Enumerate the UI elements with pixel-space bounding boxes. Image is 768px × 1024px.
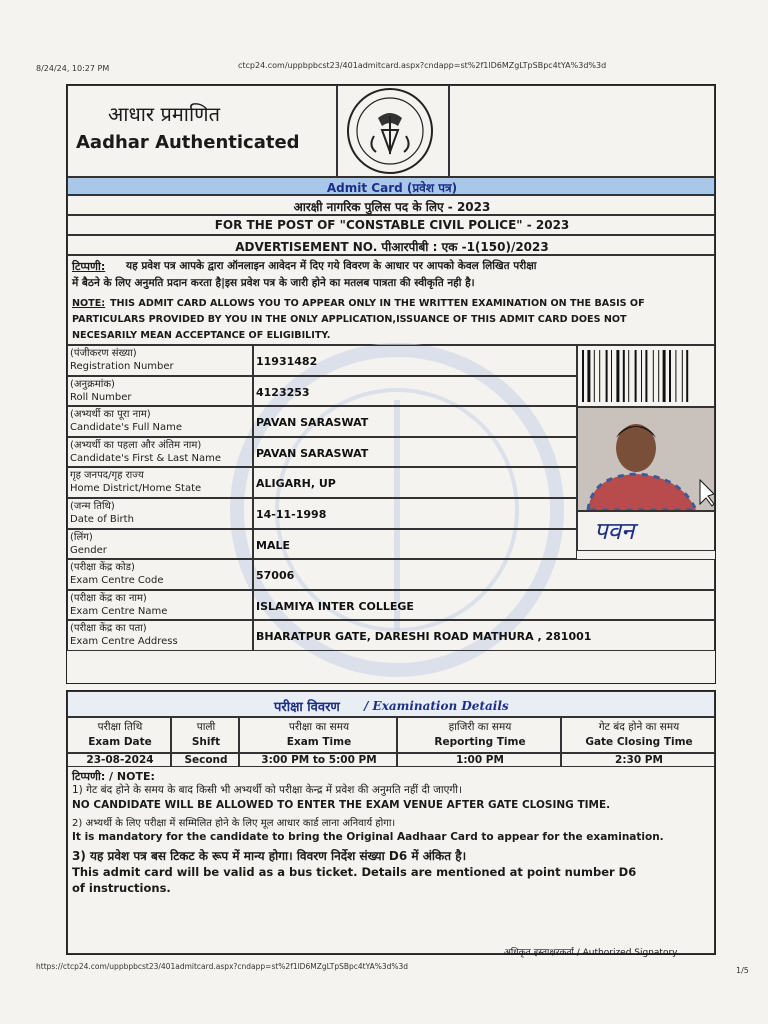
page-number: 1/5 bbox=[736, 966, 749, 975]
post-english: FOR THE POST OF "CONSTABLE CIVIL POLICE" - 2023 bbox=[214, 218, 570, 232]
field-label-en: Date of Birth bbox=[70, 514, 134, 525]
exam-notes bbox=[67, 767, 715, 958]
exam-note-label: टिप्पणी: / NOTE: bbox=[72, 770, 155, 783]
field-label-cell bbox=[67, 559, 253, 590]
note-en-line-3: NECESARILY MEAN ACCEPTANCE OF ELIGIBILITY. bbox=[72, 330, 331, 341]
field-value-cell bbox=[253, 590, 715, 621]
exam-col-value-cell bbox=[67, 753, 171, 767]
exam-col-en: Gate Closing Time bbox=[585, 736, 693, 748]
note-hi-label: टिप्पणी: bbox=[72, 260, 106, 273]
print-url: ctcp24.com/uppbpbcst23/401admitcard.aspx?cndapp=st%2f1lD6MZgLTpSBpc4tYA%3d%3d bbox=[238, 61, 607, 70]
exam-col-header bbox=[561, 717, 715, 753]
exam-col-value: 23-08-2024 bbox=[86, 754, 154, 766]
exam-details-title-hi: परीक्षा विवरण bbox=[274, 700, 340, 715]
exam-note-line: 1) गेट बंद होने के समय के बाद किसी भी अभ्यर्थी को परीक्षा केन्द्र में प्रवेश की अनुमति नहीं दी जाएगी। bbox=[72, 784, 463, 796]
header-note bbox=[67, 255, 715, 345]
admit-card-title: Admit Card (प्रवेश पत्र) bbox=[326, 181, 458, 195]
aadhar-english: Aadhar Authenticated bbox=[76, 132, 300, 153]
field-value: PAVAN SARASWAT bbox=[256, 446, 369, 460]
note-en-line-2: PARTICULARS PROVIDED BY YOU IN THE ONLY APPLICATION,ISSUANCE OF THIS ADMIT CARD DOES NOT bbox=[72, 314, 627, 325]
exam-col-hi: परीक्षा का समय bbox=[288, 721, 350, 733]
exam-details bbox=[66, 690, 716, 958]
note-hi-line-1: यह प्रवेश पत्र आपके द्वारा ऑनलाइन आवेदन में दिए गये विवरण के आधार पर आपको केवल लिखित परीक्षा bbox=[126, 260, 537, 272]
field-value-cell bbox=[253, 559, 715, 590]
field-label-hi: (पंजीकरण संख्या) bbox=[70, 348, 137, 359]
note-en-line-1: THIS ADMIT CARD ALLOWS YOU TO APPEAR ONLY IN THE WRITTEN EXAMINATION ON THE BASIS OF bbox=[110, 298, 645, 309]
field-label-hi: (परीक्षा केंद्र कोड) bbox=[70, 562, 135, 574]
exam-details-header bbox=[67, 691, 715, 717]
field-label-hi: (अभ्यर्थी का पहला और अंतिम नाम) bbox=[70, 439, 202, 451]
field-label-en: Home District/Home State bbox=[70, 483, 202, 495]
field-value: 14-11-1998 bbox=[256, 508, 327, 521]
exam-col-value: Second bbox=[184, 754, 228, 766]
field-value: MALE bbox=[256, 538, 290, 552]
field-label-hi: (अनुक्रमांक) bbox=[70, 378, 115, 390]
exam-note-line: 2) अभ्यर्थी के लिए परीक्षा में सम्मिलित होने के लिए मूल आधार कार्ड लाना अनिवार्य होगा। bbox=[72, 818, 396, 829]
field-label-hi: (जन्म तिथि) bbox=[70, 501, 115, 512]
field-value: 57006 bbox=[256, 569, 295, 583]
exam-col-hi: परीक्षा तिथि bbox=[97, 721, 143, 733]
exam-col-value: 2:30 PM bbox=[615, 754, 663, 766]
aadhar-box bbox=[67, 85, 337, 177]
field-value: ALIGARH, UP bbox=[256, 477, 336, 491]
exam-col-hi: हाजिरी का समय bbox=[448, 721, 512, 733]
exam-note-line: This admit card will be valid as a bus ticket. Details are mentioned at point number D6 bbox=[72, 865, 637, 879]
exam-col-en: Shift bbox=[191, 736, 221, 748]
field-value: ISLAMIYA INTER COLLEGE bbox=[256, 599, 414, 613]
field-label-en: Exam Centre Code bbox=[70, 575, 164, 587]
field-label-cell bbox=[67, 620, 253, 651]
exam-col-header bbox=[239, 717, 397, 753]
field-label-cell bbox=[67, 590, 253, 621]
field-value: PAVAN SARASWAT bbox=[256, 416, 369, 430]
advertisement-number: ADVERTISEMENT NO. पीआरपीबी : एक -1(150)/2023 bbox=[235, 240, 549, 254]
field-value-cell bbox=[253, 529, 577, 560]
exam-col-hi: गेट बंद होने का समय bbox=[598, 721, 680, 733]
field-value-cell bbox=[253, 620, 715, 651]
exam-col-header bbox=[171, 717, 239, 753]
footer-url: https://ctcp24.com/uppbpbcst23/401admitcard.aspx?cndapp=st%2f1lD6MZgLTpSBpc4tYA%3d%3d bbox=[36, 962, 409, 971]
field-label-en: Candidate's Full Name bbox=[70, 422, 183, 434]
note-en-label: NOTE: bbox=[72, 298, 106, 309]
exam-col-header bbox=[397, 717, 561, 753]
exam-details-title-en: / Examination Details bbox=[364, 699, 509, 713]
field-label-hi: (अभ्यर्थी का पूरा नाम) bbox=[70, 409, 151, 421]
field-label-cell bbox=[67, 437, 253, 468]
admit-card bbox=[66, 84, 716, 684]
field-value-cell bbox=[253, 345, 577, 376]
candidate-signature: पवन bbox=[594, 517, 635, 545]
barcode-box bbox=[577, 345, 715, 407]
exam-col-value: 1:00 PM bbox=[456, 754, 504, 766]
field-label-en: Roll Number bbox=[70, 391, 132, 403]
field-value-cell bbox=[253, 498, 577, 529]
field-label-hi: (परीक्षा केंद्र का नाम) bbox=[70, 592, 147, 604]
candidate-photo bbox=[578, 408, 714, 510]
exam-note-line: NO CANDIDATE WILL BE ALLOWED TO ENTER THE EXAM VENUE AFTER GATE CLOSING TIME. bbox=[72, 799, 611, 811]
exam-col-hi: पाली bbox=[196, 721, 216, 733]
field-label-hi: (परीक्षा केंद्र का पता) bbox=[70, 623, 147, 635]
field-label-hi: (लिंग) bbox=[70, 531, 93, 543]
note-hi-line-2: में बैठने के लिए अनुमति प्रदान करता है|इस प्रवेश पत्र के जारी होने का मतलब पात्रता की स्वीकृति नही है। bbox=[72, 277, 475, 289]
exam-note-line: It is mandatory for the candidate to bring the Original Aadhaar Card to appear for the examination. bbox=[72, 831, 664, 843]
field-label-en: Gender bbox=[70, 544, 107, 556]
signature-box bbox=[577, 511, 715, 551]
field-value-cell bbox=[253, 376, 577, 407]
authorized-signatory: अधिकृत हस्ताक्षरकर्ता / Authorized Signatory bbox=[504, 948, 678, 958]
aadhar-hindi: आधार प्रमाणित bbox=[108, 102, 221, 126]
field-label-cell bbox=[67, 529, 253, 560]
exam-col-en: Exam Time bbox=[286, 736, 352, 748]
field-label-cell bbox=[67, 345, 253, 376]
admit-card-title-band bbox=[67, 177, 715, 195]
field-value: 4123253 bbox=[256, 385, 310, 399]
field-value: 11931482 bbox=[256, 355, 318, 368]
exam-col-value: 3:00 PM to 5:00 PM bbox=[261, 754, 377, 766]
field-label-en: Exam Centre Address bbox=[70, 636, 178, 648]
field-label-en: Exam Centre Name bbox=[70, 605, 168, 617]
exam-col-header bbox=[67, 717, 171, 753]
field-value-cell bbox=[253, 406, 577, 437]
print-datetime: 8/24/24, 10:27 PM bbox=[36, 64, 110, 73]
field-label-cell bbox=[67, 498, 253, 529]
field-value-cell bbox=[253, 437, 577, 468]
field-label-en: Candidate's First & Last Name bbox=[70, 452, 221, 464]
barcode-icon bbox=[578, 346, 714, 406]
photo-box bbox=[577, 407, 715, 511]
exam-col-value-cell bbox=[239, 753, 397, 767]
exam-col-en: Exam Date bbox=[88, 736, 152, 748]
up-police-emblem-icon bbox=[338, 86, 450, 178]
post-hindi: आरक्षी नागरिक पुलिस पद के लिए - 2023 bbox=[293, 200, 491, 214]
field-value: BHARATPUR GATE, DARESHI ROAD MATHURA , 281001 bbox=[256, 630, 592, 644]
exam-note-line: of instructions. bbox=[72, 881, 171, 895]
field-value-cell bbox=[253, 467, 577, 498]
field-label-en: Registration Number bbox=[70, 361, 174, 372]
exam-col-value-cell bbox=[171, 753, 239, 767]
exam-col-value-cell bbox=[561, 753, 715, 767]
exam-col-value-cell bbox=[397, 753, 561, 767]
exam-col-en: Reporting Time bbox=[434, 736, 526, 748]
emblem-box bbox=[337, 85, 449, 177]
exam-note-line: 3) यह प्रवेश पत्र बस टिकट के रूप में मान्य होगा। विवरण निर्देश संख्या D6 में अंकित है। bbox=[72, 849, 467, 863]
field-label-hi: गृह जनपद/गृह राज्य bbox=[70, 470, 144, 482]
field-label-cell bbox=[67, 406, 253, 437]
field-label-cell bbox=[67, 376, 253, 407]
field-label-cell bbox=[67, 467, 253, 498]
